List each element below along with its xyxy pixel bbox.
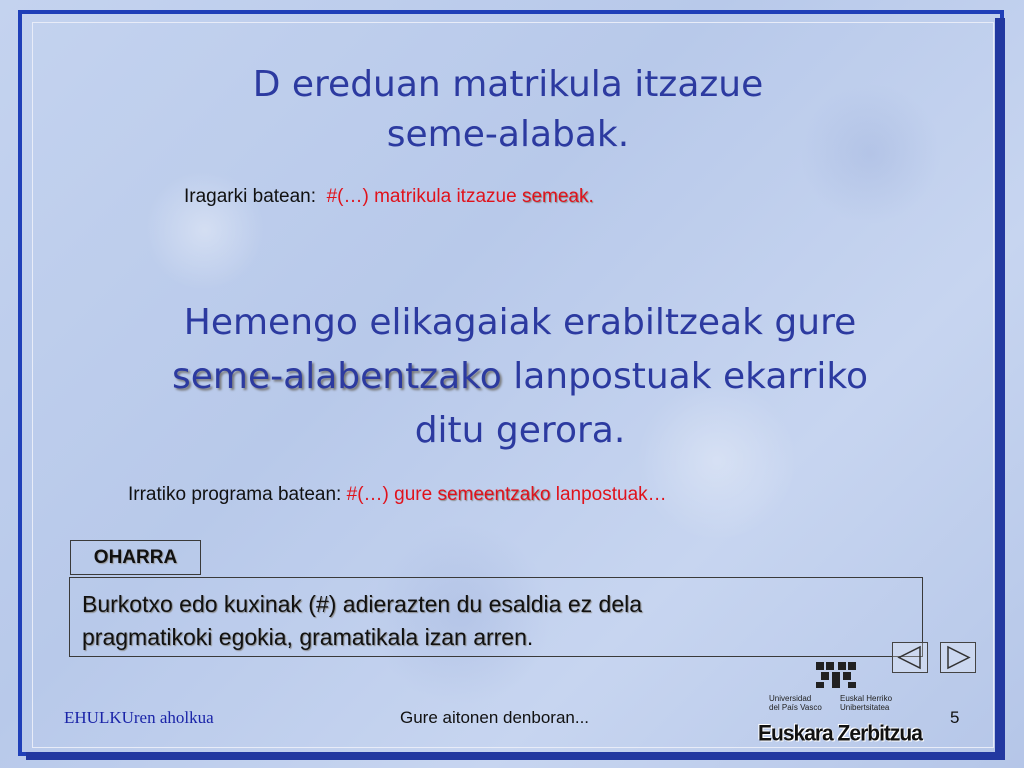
title-line-1: D ereduan matrikula itzazue bbox=[252, 64, 764, 105]
slide-number: 5 bbox=[950, 708, 960, 727]
note-text-end: . bbox=[526, 624, 534, 650]
note-text-line-2: pragmatikoki egokia, gramatikala izan arren bbox=[82, 624, 527, 650]
next-slide-button[interactable] bbox=[940, 642, 976, 673]
triangle-right-icon bbox=[941, 643, 975, 672]
logo-text-line: Unibertsitatea bbox=[840, 703, 890, 712]
main-line-2 bbox=[60, 350, 980, 404]
main-line-3: ditu gerora. bbox=[414, 410, 626, 451]
logo-text-line: Universidad bbox=[769, 694, 812, 703]
main-highlight: seme-alabentzako bbox=[172, 356, 502, 397]
service-logo-text: Euskara Zerbitzua bbox=[758, 721, 922, 746]
note-label: OHARRA bbox=[70, 540, 201, 575]
footer-left-text: EHULKUren aholkua bbox=[64, 708, 214, 727]
example-1-highlight: semeak. bbox=[521, 186, 594, 207]
logo-text-line: Euskal Herriko bbox=[840, 694, 893, 703]
example-1-prefix: Iragarki batean: bbox=[184, 186, 317, 207]
frame-shadow bbox=[26, 752, 1005, 760]
note-box bbox=[69, 577, 923, 657]
main-line-1: Hemengo elikagaiak erabiltzeak gure bbox=[183, 302, 857, 343]
example-2-highlight: semeentzako bbox=[437, 484, 551, 505]
logo-text-basque bbox=[840, 694, 892, 712]
example-1-red-text: #(…) matrikula itzazue bbox=[326, 186, 517, 207]
triangle-left-icon bbox=[893, 643, 927, 672]
example-2-prefix: Irratiko programa batean: bbox=[128, 484, 342, 505]
example-2 bbox=[128, 484, 667, 506]
example-2-suffix: lanpostuak… bbox=[555, 484, 667, 505]
logo-text-spanish bbox=[769, 694, 822, 712]
university-logo-icon bbox=[812, 660, 862, 690]
main-sentence bbox=[60, 296, 980, 458]
note-text-line-1: Burkotxo edo kuxinak (#) adierazten du esaldia ez dela bbox=[82, 591, 643, 617]
footer-center-text: Gure aitonen denboran... bbox=[400, 708, 590, 727]
main-line-2-rest: lanpostuak ekarriko bbox=[513, 356, 868, 397]
title-line-2: seme-alabak. bbox=[386, 114, 630, 155]
previous-slide-button[interactable] bbox=[892, 642, 928, 673]
example-2-red-text: #(…) gure bbox=[346, 484, 433, 505]
example-1 bbox=[184, 186, 594, 208]
slide-title bbox=[0, 60, 1016, 160]
logo-text-line: del País Vasco bbox=[769, 703, 822, 712]
